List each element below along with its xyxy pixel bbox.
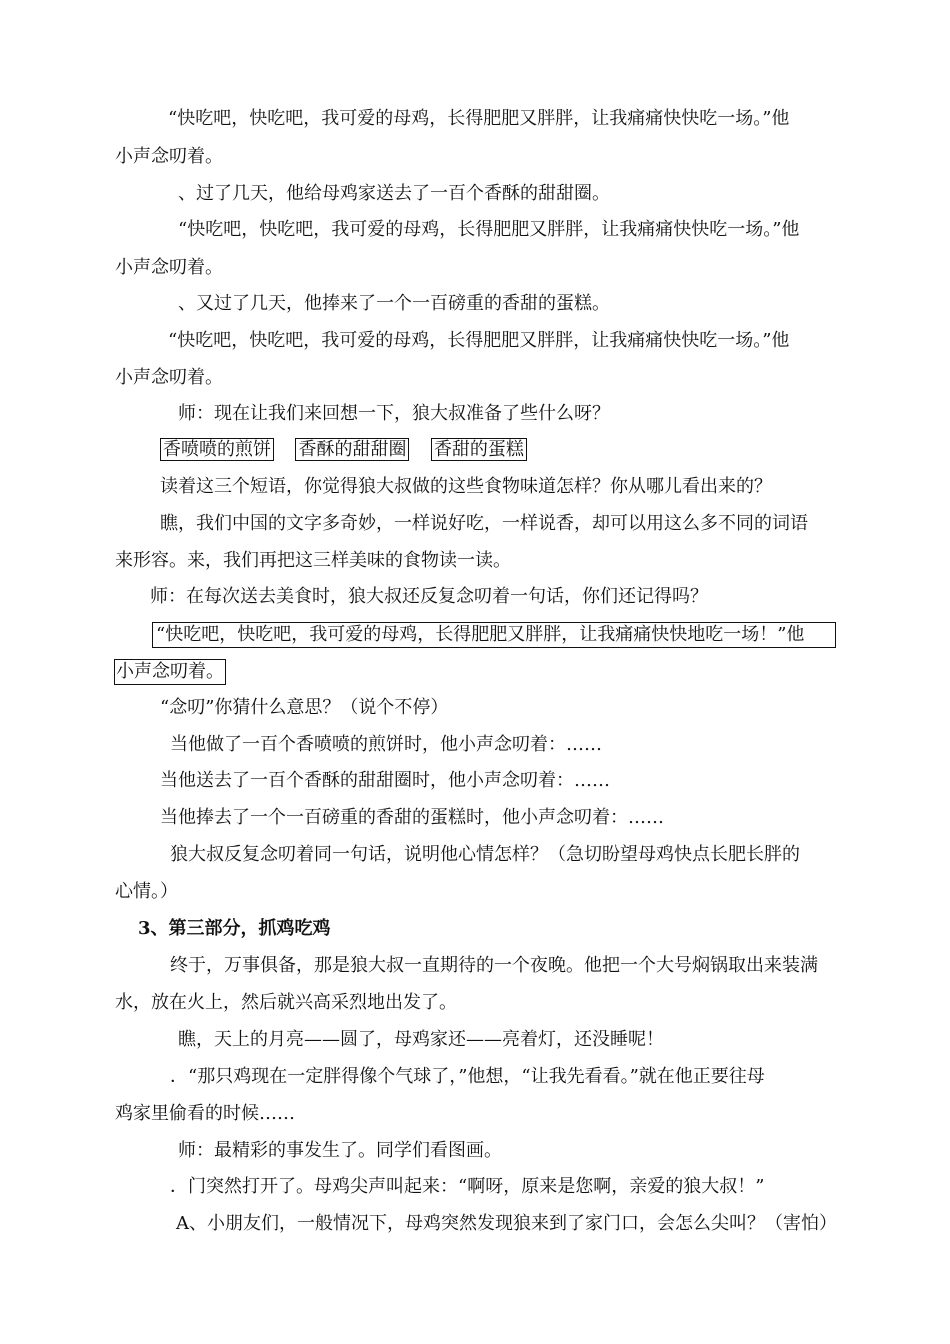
paragraph-line: ．门突然打开了。母鸡尖声叫起来：“啊呀，原来是您啊，亲爱的狼大叔！” — [170, 1176, 765, 1197]
paragraph-line: 水，放在火上，然后就兴高采烈地出发了。 — [115, 992, 457, 1013]
paragraph-line: 小声念叨着。 — [116, 661, 224, 682]
paragraph-line: A、小朋友们，一般情况下，母鸡突然发现狼来到了家门口，会怎么尖叫？（害怕） — [176, 1213, 837, 1234]
paragraph-line: “快吃吧，快吃吧，我可爱的母鸡，长得肥肥又胖胖，让我痛痛快快吃一场。”他 — [168, 108, 790, 129]
phrase-box: 香喷喷的煎饼 — [160, 438, 274, 461]
paragraph-line: 、又过了几天，他捧来了一个一百磅重的香甜的蛋糕。 — [178, 293, 610, 314]
paragraph-line: “快吃吧，快吃吧，我可爱的母鸡，长得肥肥又胖胖，让我痛痛快快吃一场。”他 — [168, 330, 790, 351]
paragraph-line: 狼大叔反复念叨着同一句话，说明他心情怎样？（急切盼望母鸡快点长肥长胖的 — [170, 844, 800, 865]
paragraph-line: “快吃吧，快吃吧，我可爱的母鸡，长得肥肥又胖胖，让我痛痛快快吃一场。”他 — [178, 219, 800, 240]
paragraph-line: 小声念叨着。 — [115, 367, 223, 388]
paragraph-line: 当他做了一百个香喷喷的煎饼时，他小声念叨着：…… — [170, 734, 602, 755]
paragraph-line: 小声念叨着。 — [115, 146, 223, 167]
paragraph-line: 瞧，天上的月亮——圆了，母鸡家还——亮着灯，还没睡呢！ — [178, 1029, 664, 1050]
paragraph-line: ．“那只鸡现在一定胖得像个气球了，”他想，“让我先看看。”就在他正要往母 — [170, 1066, 765, 1087]
paragraph-line: 师：最精彩的事发生了。同学们看图画。 — [178, 1140, 502, 1161]
paragraph-line: 心情。） — [115, 881, 178, 902]
phrase-row — [160, 438, 527, 462]
phrase-box: 香酥的甜甜圈 — [295, 438, 409, 461]
paragraph-line: 师：现在让我们来回想一下，狼大叔准备了些什么呀？ — [178, 403, 610, 424]
paragraph-line: 瞧，我们中国的文字多奇妙，一样说好吃，一样说香，却可以用这么多不同的词语 — [160, 513, 808, 534]
paragraph-line: 师：在每次送去美食时，狼大叔还反复念叨着一句话，你们还记得吗？ — [150, 586, 708, 607]
paragraph-line: 当他送去了一百个香酥的甜甜圈时，他小声念叨着：…… — [160, 770, 610, 791]
paragraph-line: 小声念叨着。 — [115, 257, 223, 278]
paragraph-line: “念叨”你猜什么意思？（说个不停） — [160, 697, 449, 718]
paragraph-line: 当他捧去了一个一百磅重的香甜的蛋糕时，他小声念叨着：…… — [160, 807, 664, 828]
paragraph-line: 鸡家里偷看的时候…… — [115, 1103, 295, 1124]
paragraph-line: 终于，万事俱备，那是狼大叔一直期待的一个夜晚。他把一个大号焖锅取出来装满 — [170, 955, 818, 976]
paragraph-line: 、过了几天，他给母鸡家送去了一百个香酥的甜甜圈。 — [178, 183, 610, 204]
paragraph-line: “快吃吧，快吃吧，我可爱的母鸡，长得肥肥又胖胖，让我痛痛快快地吃一场！”他 — [156, 624, 805, 645]
paragraph-line: 来形容。来，我们再把这三样美味的食物读一读。 — [115, 550, 511, 571]
phrase-box: 香甜的蛋糕 — [431, 438, 527, 461]
section-heading: 3、第三部分，抓鸡吃鸡 — [138, 918, 331, 939]
paragraph-line: 读着这三个短语，你觉得狼大叔做的这些食物味道怎样？你从哪儿看出来的？ — [160, 476, 772, 497]
